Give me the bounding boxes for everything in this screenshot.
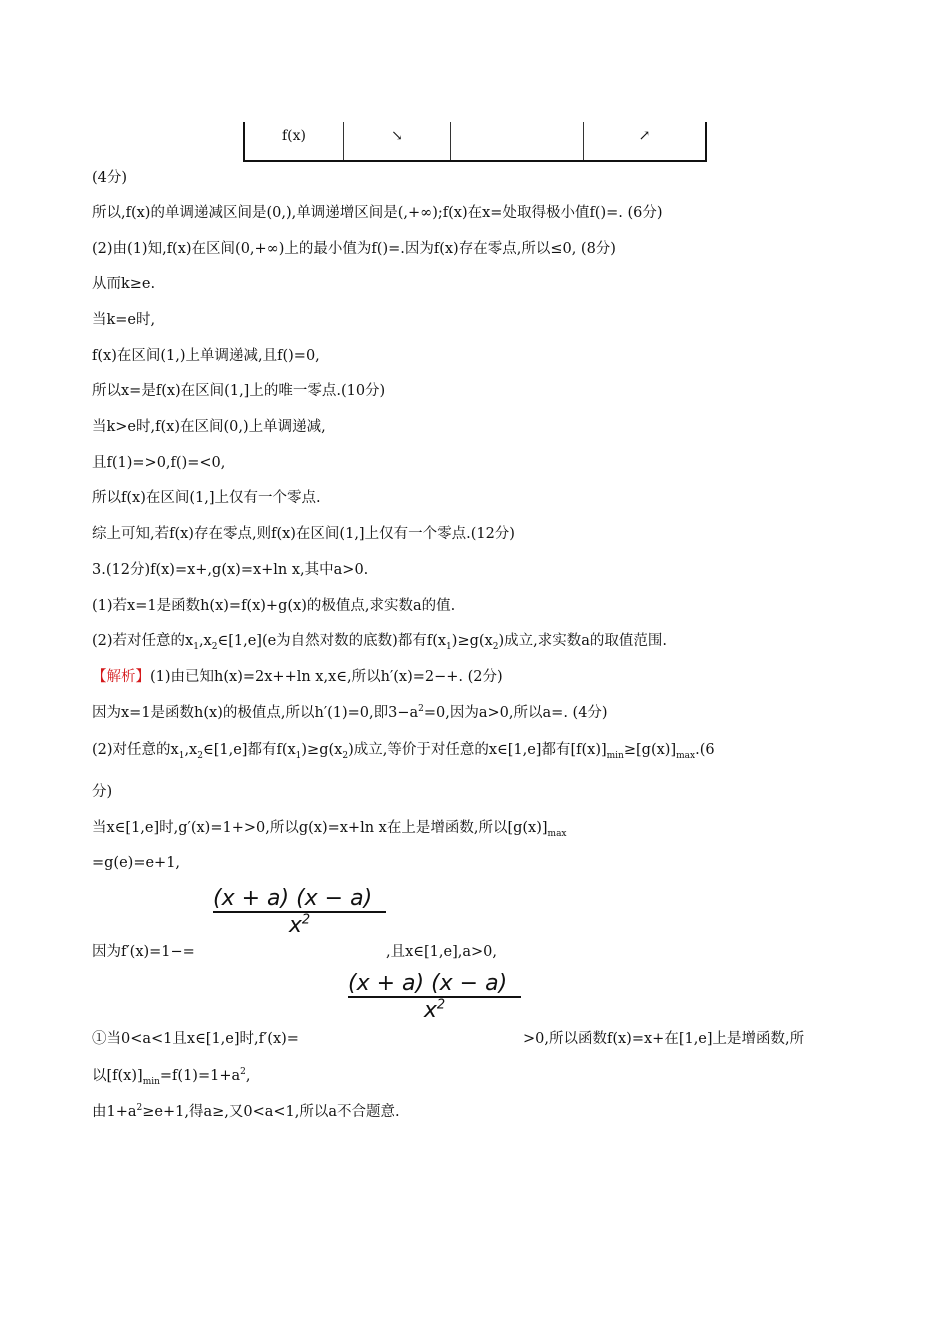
text-line: 从而k≥e. (92, 276, 156, 292)
text-line: 以$[f(x)]_{min}=f(1)=1+a^2$, (92, 1067, 251, 1087)
text-line: f(x)在区间(1,)上单调递减,且f()=0, (92, 348, 320, 364)
problem-statement: 3.(12分)f(x)=x+,g(x)=x+ln x,其中a>0. (92, 562, 369, 578)
fraction-denominator: $x^2$ (423, 997, 446, 1023)
text-line: 由$1+a^2\ge e+1$,得a≥,又0<a<1,所以a不合题意. (92, 1103, 400, 1120)
text-line: 综上可知,若f(x)存在零点,则f(x)在区间(1,]上仅有一个零点.(12分) (92, 526, 515, 542)
text-line: ①当0<a<1且x∈[1,e]时,f′(x)= (92, 1031, 299, 1047)
text-line: 当k>e时,f(x)在区间(0,)上单调递减, (92, 419, 326, 435)
table-label-cell: f(x) (244, 122, 344, 161)
fraction-numerator: (x + a) (x − a) (213, 886, 373, 911)
increasing-arrow-cell: ↗ (584, 122, 707, 161)
solution-line-1: 【解析】(1)由已知h(x)=2x++ln x,x∈,所以h′(x)=2−+. (2分) (92, 669, 503, 685)
text-line: (2)由(1)知,f(x)在区间(0,+∞)上的最小值为f()=.因为f(x)存在零点,所以≤0, (8分) (92, 241, 616, 257)
fraction-numerator: (x + a) (x − a) (348, 971, 508, 996)
text-line: (4分) (92, 170, 128, 186)
text-line: 当x∈[1,e]时,g′(x)=1+>0,所以g(x)=x+ln x在上是增函数,所以$[g(x)]_{max}$ (92, 820, 567, 839)
text-line: 因为x=1是函数h(x)的极值点,所以h′(1)=0,即$3-a^2=0$,因为a>0,所以a=. (4分) (92, 704, 608, 721)
text-line: 当k=e时, (92, 312, 156, 328)
text-line: 所以,f(x)的单调递减区间是(0,),单调递增区间是(,+∞);f(x)在x=处取得极小值f()=. (6分) (92, 205, 663, 221)
text-line: ,且x∈[1,e],a>0, (386, 944, 497, 960)
solution-tag: 【解析】 (92, 669, 150, 685)
text-line: (2)对任意的$x_1,x_2\in[1,e]$都有$f(x_1)\ge g(x_2)$成立,等价于对任意的x∈[1,e]都有$[f(x)]_{min}\ge[g(x)]_{max}.(6$ (92, 742, 715, 761)
text-line: 所以f(x)在区间(1,]上仅有一个零点. (92, 490, 321, 506)
text-line: 所以x=是f(x)在区间(1,]上的唯一零点.(10分) (92, 383, 386, 399)
fraction-formula (213, 886, 386, 938)
fraction-formula (348, 971, 521, 1023)
decreasing-arrow-cell: ↘ (344, 122, 451, 161)
text-line: 分) (92, 784, 113, 800)
text-line: =g(e)=e+1, (92, 855, 181, 871)
fraction-denominator: $x^2$ (288, 912, 311, 938)
blank-cell (451, 122, 584, 161)
question-2: (2)若对任意的$x_1,x_2\in[1,e](e$为自然对数的底数)都有$f(x_1)\ge g(x_2)$成立,求实数a的取值范围. (92, 633, 667, 652)
question-1: (1)若x=1是函数h(x)=f(x)+g(x)的极值点,求实数a的值. (92, 598, 456, 614)
text-line: 因为f′(x)=1−= (92, 944, 195, 960)
text-line: 且f(1)=>0,f()=<0, (92, 455, 226, 471)
text-line: >0,所以函数f(x)=x+在[1,e]上是增函数,所 (523, 1031, 805, 1047)
variation-table (243, 122, 707, 162)
